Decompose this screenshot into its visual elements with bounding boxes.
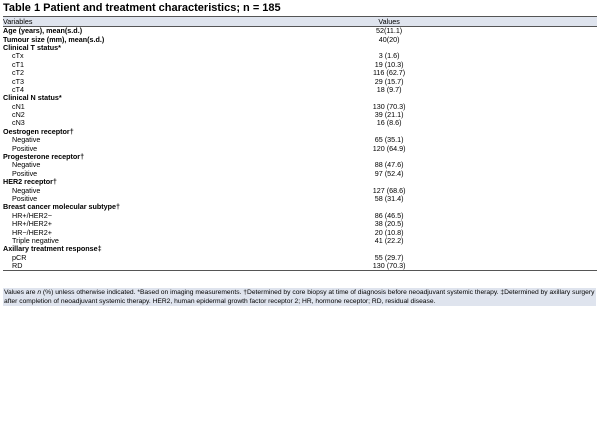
row-value (181, 94, 597, 102)
row-value: 97 (52.4) (374, 169, 404, 178)
row-value: 65 (35.1) (374, 136, 404, 145)
category-row (3, 94, 597, 102)
row-label: cTx (12, 52, 24, 61)
table-row (3, 161, 597, 169)
row-label: HR+/HER2− (12, 211, 52, 220)
category-row (3, 44, 597, 52)
row-label: cT3 (12, 77, 24, 86)
table-row (3, 186, 597, 194)
row-value: 58 (31.4) (374, 194, 404, 203)
category-row (3, 153, 597, 161)
row-value: 52(11.1) (375, 26, 403, 36)
row-value: 130 (70.3) (181, 262, 597, 271)
row-value: 38 (20.5) (374, 219, 404, 229)
row-label: HR+/HER2+ (12, 219, 52, 229)
category-row (3, 245, 597, 253)
row-value: 55 (29.7) (374, 253, 404, 262)
row-label: Negative (12, 161, 41, 170)
row-label: pCR (12, 253, 27, 262)
row-label: HER2 receptor† (3, 178, 57, 187)
table-row (3, 228, 597, 236)
table-row (3, 254, 597, 262)
table-row (3, 170, 597, 178)
row-value: 40(20) (378, 35, 400, 44)
table-row (3, 195, 597, 203)
row-label: Positive (12, 194, 38, 203)
table-row (3, 52, 597, 60)
footnote-pre: Values are (4, 289, 38, 296)
row-value (181, 153, 597, 161)
row-label: Positive (12, 144, 38, 153)
table-row (3, 103, 597, 111)
table-row (3, 136, 597, 144)
row-label: Positive (12, 169, 38, 178)
row-value: 19 (10.3) (374, 60, 404, 69)
header-values: Values (181, 17, 597, 27)
table-row (3, 69, 597, 77)
table-row (3, 144, 597, 152)
row-value (181, 178, 597, 186)
row-value: 127 (68.6) (372, 186, 406, 195)
table-row (3, 262, 597, 271)
row-label: Oestrogen receptor† (3, 127, 74, 136)
row-label: cN3 (12, 119, 25, 128)
row-label: Negative (12, 136, 41, 145)
row-label: HR−/HER2+ (12, 228, 52, 237)
table-row (3, 77, 597, 85)
row-value: 3 (1.6) (378, 52, 400, 61)
footnote-italic-n: n (37, 289, 42, 296)
row-label: cT1 (12, 60, 24, 69)
category-row (3, 128, 597, 136)
row-label: Progesterone receptor† (3, 152, 85, 162)
header-variables: Variables (3, 17, 181, 27)
table-row (3, 111, 597, 119)
table-row (3, 212, 597, 220)
row-label: Negative (12, 186, 41, 195)
category-row (3, 35, 597, 43)
row-value (181, 128, 597, 136)
row-value: 116 (62.7) (372, 68, 406, 78)
row-label: Axillary treatment response‡ (3, 245, 102, 254)
row-label: Breast cancer molecular subtype† (3, 203, 121, 212)
characteristics-table (3, 16, 597, 271)
category-row (3, 27, 597, 36)
category-row (3, 203, 597, 211)
footnote-post: (%) unless otherwise indicated. *Based on imaging measurements. †Determined by core biopsy at time of diagnosis before neoadjuvant systemic therapy. ‡Determined by axillary surgery after completion of neoadjuvant systemic therapy. HER2, human epidermal growth factor receptor 2; HR, hormone receptor; RD, residual disease. (4, 289, 595, 305)
row-label: cT4 (12, 85, 24, 94)
row-value: 130 (70.3) (372, 102, 406, 111)
row-value: 39 (21.1) (374, 110, 404, 120)
row-value: 41 (22.2) (374, 236, 404, 245)
category-row (3, 178, 597, 186)
row-label: RD (3, 262, 181, 271)
table-row (3, 61, 597, 69)
table-row (3, 119, 597, 127)
row-label: cN1 (12, 102, 25, 111)
row-value: 29 (15.7) (374, 77, 404, 86)
row-value: 120 (64.9) (372, 144, 406, 153)
row-value (181, 203, 597, 211)
row-label: Clinical N status* (3, 94, 62, 103)
row-value (181, 245, 597, 253)
row-value: 16 (8.6) (376, 119, 402, 128)
table-body (3, 27, 597, 271)
row-label: Age (years), mean(s.d.) (3, 26, 83, 36)
table-header-row (3, 17, 597, 27)
table-row (3, 237, 597, 245)
table-footnote (3, 288, 596, 306)
row-value: 20 (10.8) (374, 228, 404, 237)
row-label: Triple negative (12, 236, 59, 245)
table-title: Table 1 Patient and treatment characteristics; n = 185 (3, 2, 281, 14)
row-label: cT2 (12, 68, 24, 78)
row-label: Clinical T status* (3, 43, 61, 52)
row-value: 18 (9.7) (376, 85, 402, 94)
row-label: cN2 (12, 110, 25, 120)
row-value: 86 (46.5) (374, 211, 404, 220)
row-value (181, 44, 597, 52)
table-row (3, 220, 597, 228)
row-label: Tumour size (mm), mean(s.d.) (3, 35, 105, 44)
table-row (3, 86, 597, 94)
row-value: 88 (47.6) (374, 161, 404, 170)
